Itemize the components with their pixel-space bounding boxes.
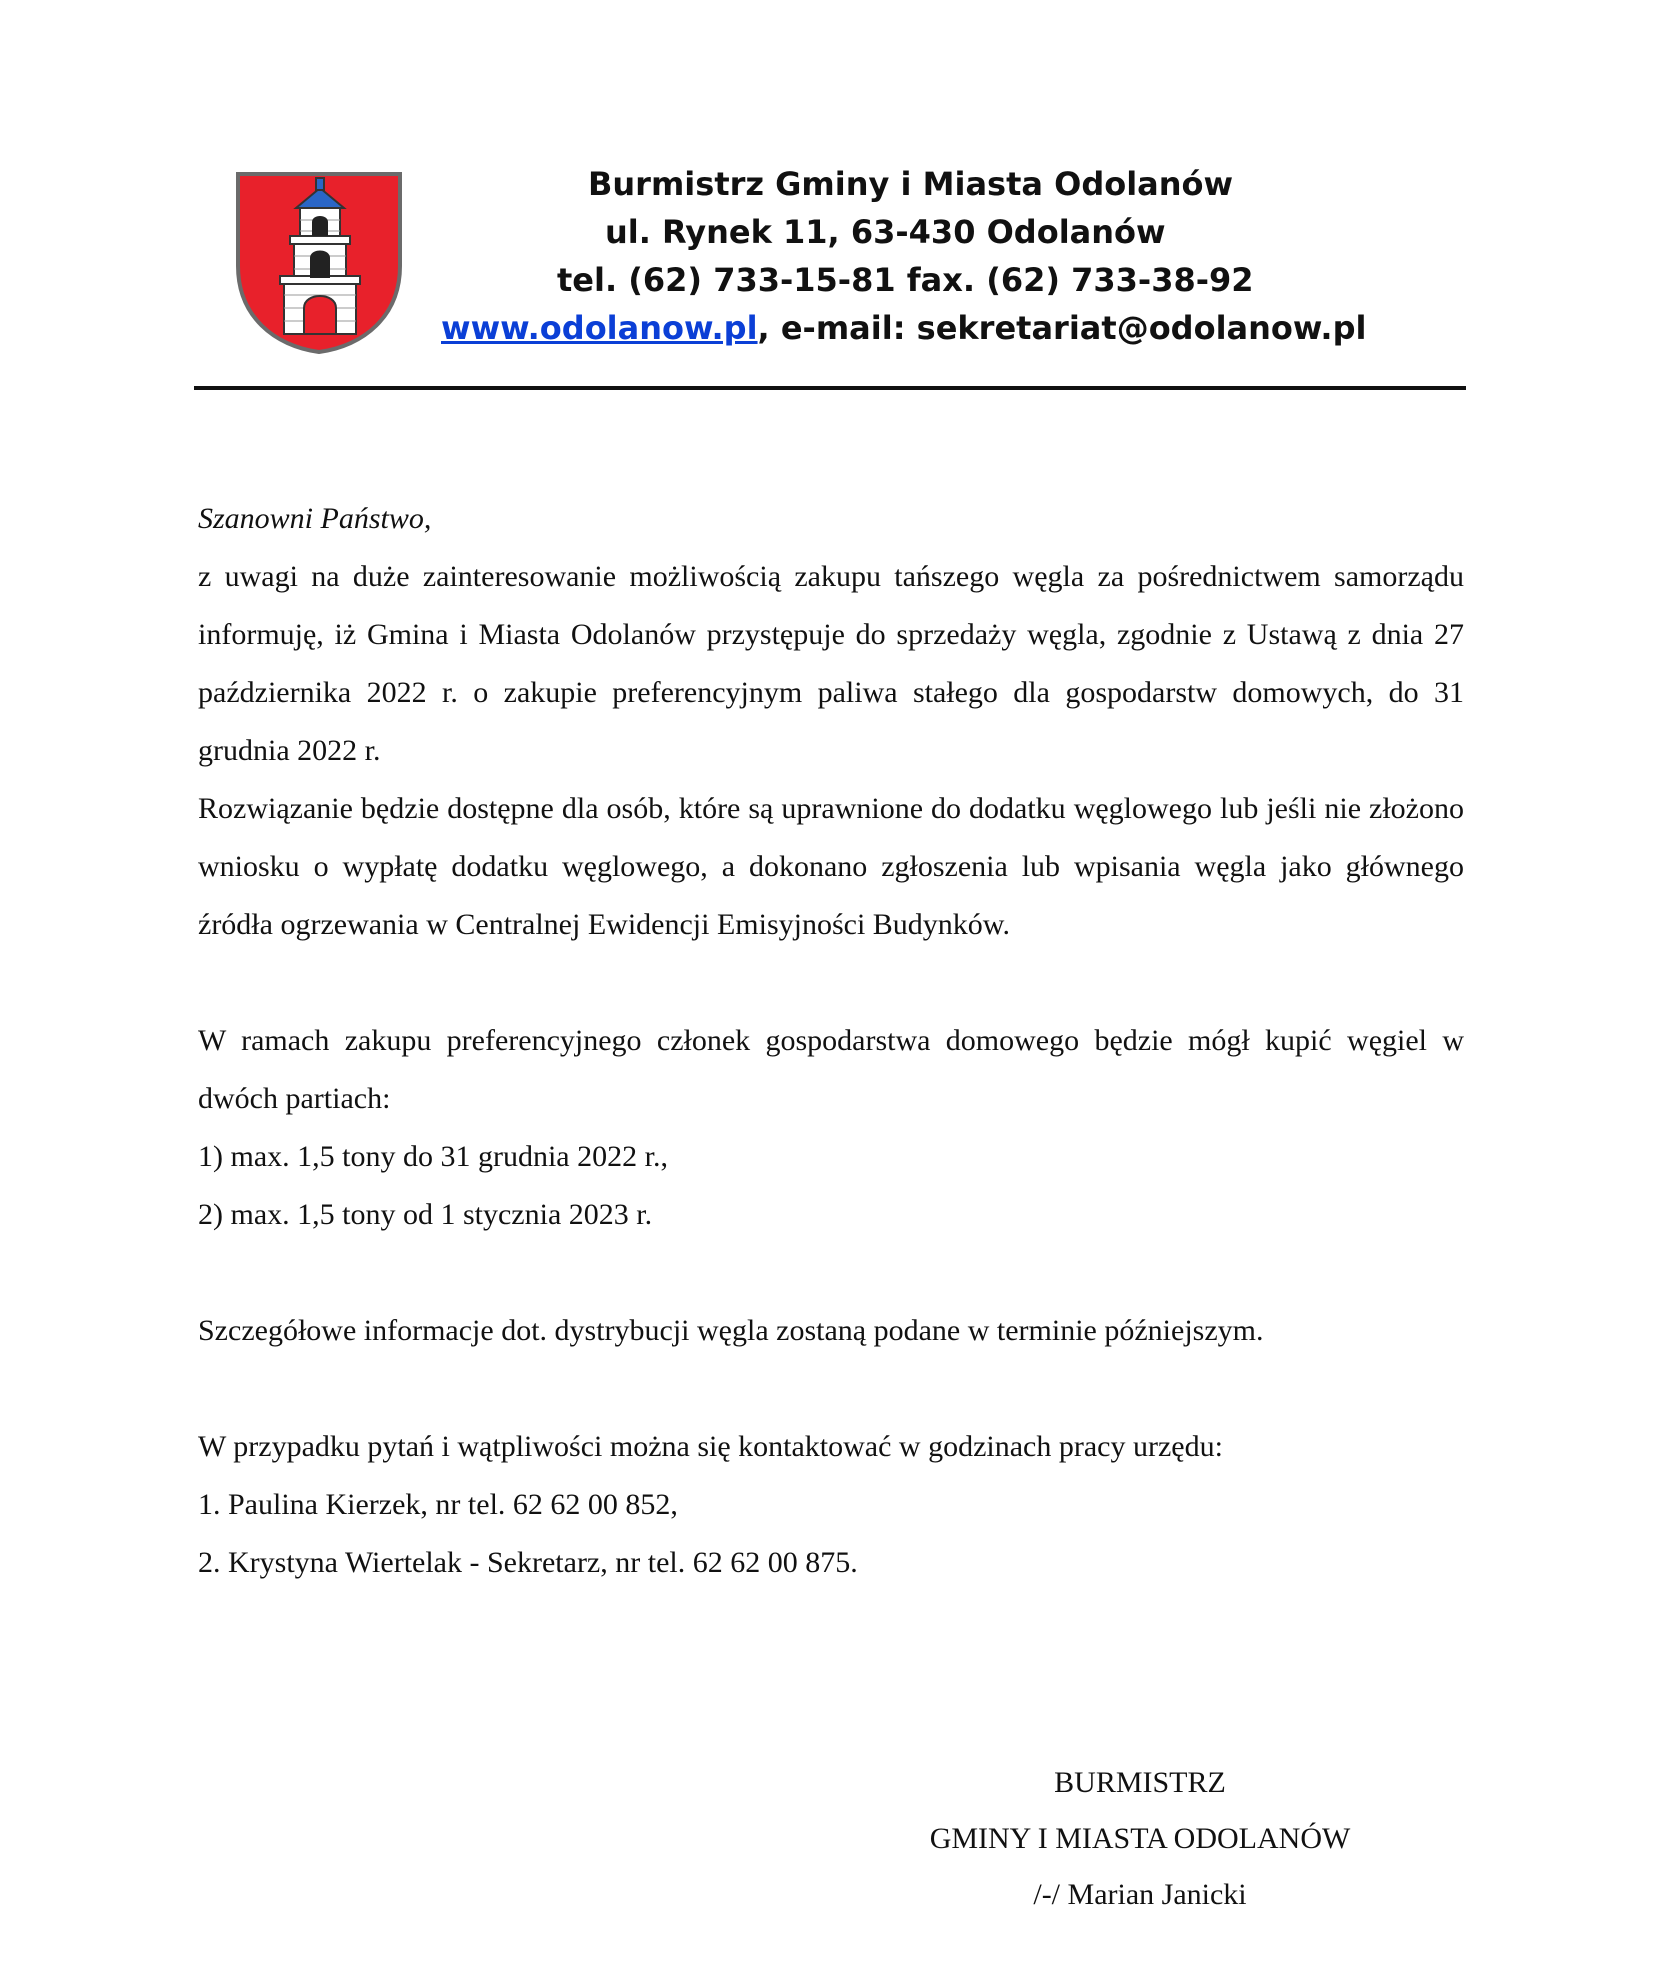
signature-block: [900, 1755, 1380, 1923]
list-item: 1) max. 1,5 tony do 31 grudnia 2022 r.,: [198, 1140, 668, 1173]
paragraph-contact-intro: W przypadku pytań i wątpliwości można się kontaktować w godzinach pracy urzędu:: [198, 1430, 1223, 1463]
email-text: , e-mail: sekretariat@odolanow.pl: [757, 309, 1367, 347]
paragraph-intro: z uwagi na duże zainteresowanie możliwością zakupu tańszego węgla za pośrednictwem samorządu informuję, iż Gmina i Miasta Odolanów przystępuje do sprzedaży węgla, zgodnie z Ustawą z dnia 27 października 2022 r. o zakupie preferencyjnym paliwa stałego dla gospodarstw domowych, do 31 grudnia 2022 r.: [198, 560, 1464, 767]
list-item: 1. Paulina Kierzek, nr tel. 62 62 00 852,: [198, 1488, 678, 1521]
letter-body: [198, 490, 1464, 1592]
coat-of-arms-tower-icon: [234, 170, 404, 356]
batch-list: [198, 1128, 1464, 1244]
website-link[interactable]: www.odolanow.pl: [441, 309, 758, 347]
signature-name: /-/ Marian Janicki: [1033, 1878, 1247, 1911]
letterhead: [0, 0, 1654, 400]
list-item: 2) max. 1,5 tony od 1 stycznia 2023 r.: [198, 1198, 653, 1231]
paragraph-batches-intro: W ramach zakupu preferencyjnego członek gospodarstwa domowego będzie mógł kupić węgiel w dwóch partiach:: [198, 1024, 1464, 1115]
spacer: [198, 954, 1464, 1012]
organization-phone-fax: tel. (62) 733-15-81 fax. (62) 733-38-92: [557, 261, 1254, 299]
header-divider: [194, 386, 1466, 390]
contact-list: [198, 1476, 1464, 1592]
spacer: [198, 1244, 1464, 1302]
organization-name: Burmistrz Gminy i Miasta Odolanów: [588, 165, 1234, 203]
organization-web-email: [441, 304, 1366, 352]
paragraph-eligibility: Rozwiązanie będzie dostępne dla osób, które są uprawnione do dodatku węglowego lub jeśli nie złożono wniosku o wypłatę dodatku węglowego, a dokonano zgłoszenia lub wpisania węgla jako głównego źródła ogrzewania w Centralnej Ewidencji Emisyjności Budynków.: [198, 792, 1464, 941]
signature-office: GMINY I MIASTA ODOLANÓW: [929, 1822, 1351, 1855]
list-item: 2. Krystyna Wiertelak - Sekretarz, nr tel. 62 62 00 875.: [198, 1546, 858, 1579]
signature-title: BURMISTRZ: [1054, 1766, 1226, 1799]
spacer: [198, 1360, 1464, 1418]
organization-address: ul. Rynek 11, 63-430 Odolanów: [605, 213, 1166, 251]
salutation: Szanowni Państwo,: [198, 502, 432, 535]
paragraph-distribution: Szczegółowe informacje dot. dystrybucji węgla zostaną podane w terminie późniejszym.: [198, 1314, 1264, 1347]
